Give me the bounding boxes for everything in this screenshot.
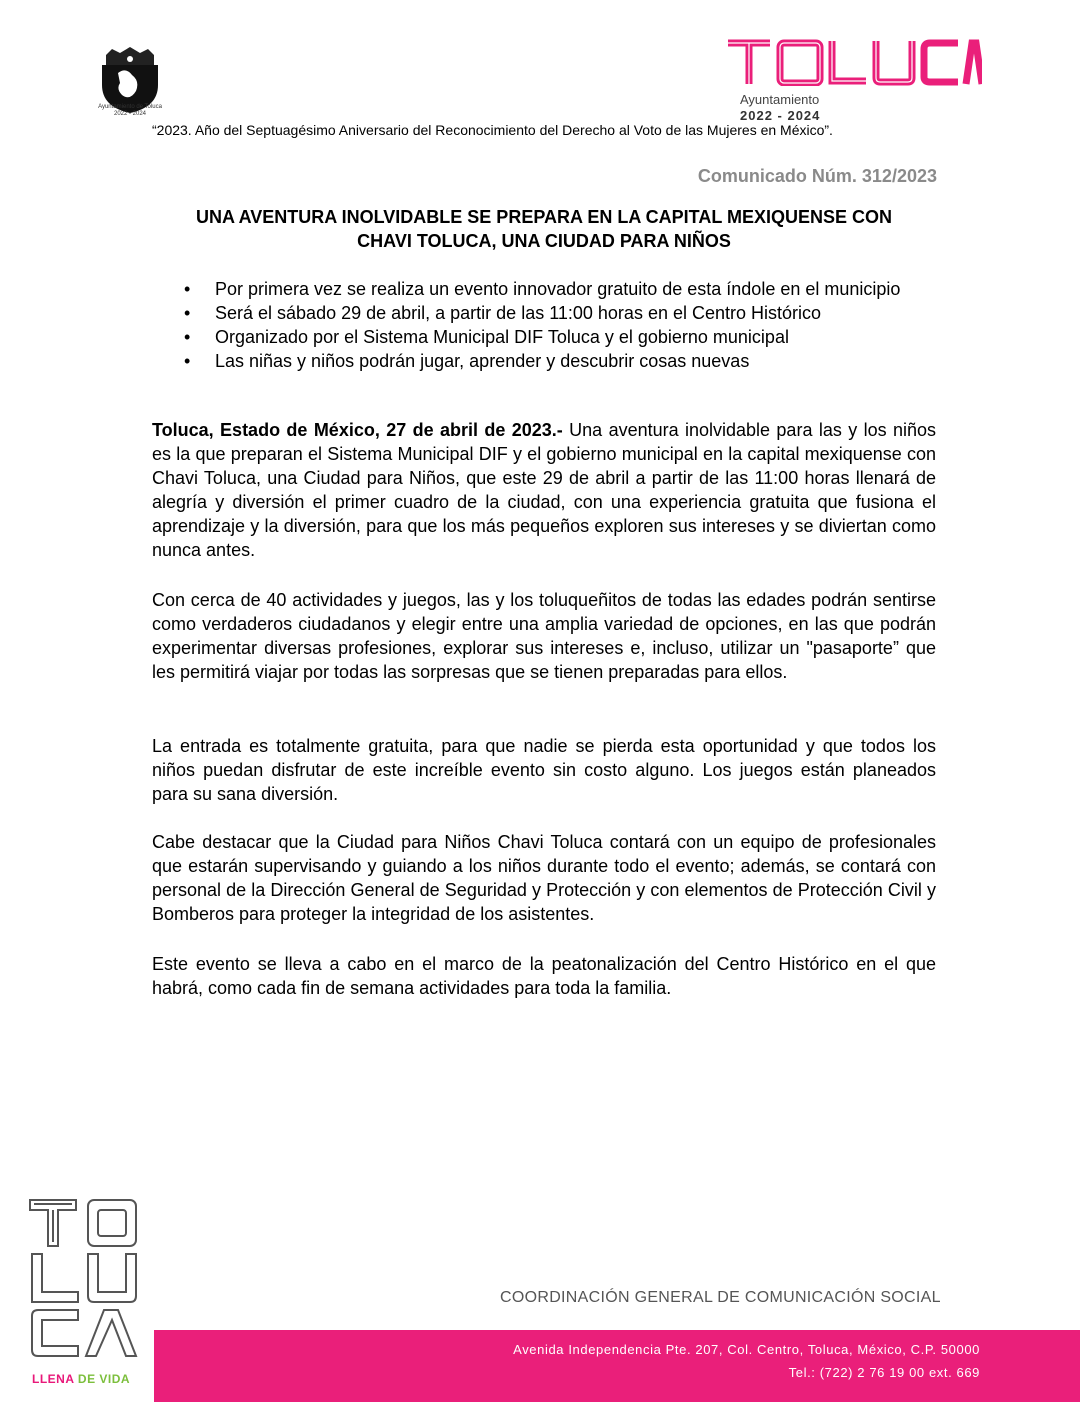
logo-subtitle: Ayuntamiento [740,92,820,107]
seal-caption-name: Ayuntamiento de Toluca [98,104,162,110]
body-paragraph-2: Con cerca de 40 actividades y juegos, las y los toluqueñitos de todas las edades podrán sentirse como verdaderos ciudadanos y elegir entre una amplia variedad de opciones, en las que podrán experimentar diversas profesiones, explorar sus intereses e, incluso, utilizar un "pasaporte” que les permitirá viajar por todas las sorpresas que se tienen preparadas para ellos. [152,590,936,682]
press-release-number: Comunicado Núm. 312/2023 [697,166,937,186]
slogan-part-1: LLENA [32,1372,75,1386]
body-paragraph-5: Este evento se lleva a cabo en el marco de la peatonalización del Centro Histórico en el que habrá, como cada fin de semana actividades para toda la familia. [152,954,936,998]
address: Avenida Independencia Pte. 207, Col. Centro, Toluca, México, C.P. 50000 [513,1342,980,1357]
seal-caption-years: 2022 - 2024 [113,111,147,117]
toluca-logo-icon [726,38,982,86]
headline-line-2: CHAVI TOLUCA, UNA CIUDAD PARA NIÑOS [357,231,731,251]
list-item-text: Será el sábado 29 de abril, a partir de las 11:00 horas en el Centro Histórico [215,303,822,323]
bullet-icon: • [184,303,191,323]
bullet-icon: • [184,279,191,299]
list-item [152,326,936,348]
headline [152,205,936,253]
official-motto: “2023. Año del Septuagésimo Aniversario del Reconocimiento del Derecho al Voto de las Mujeres en México”. [152,122,833,138]
list-item-text: Organizado por el Sistema Municipal DIF Toluca y el gobierno municipal [215,327,789,347]
list-item [152,350,936,372]
coordination-label: COORDINACIÓN GENERAL DE COMUNICACIÓN SOCIAL [500,1289,941,1306]
headline-line-1: UNA AVENTURA INOLVIDABLE SE PREPARA EN LA CAPITAL MEXIQUENSE CON [195,207,893,227]
body-paragraph-4: Cabe destacar que la Ciudad para Niños Chavi Toluca contará con un equipo de profesionales que estarán supervisando y guiando a los niños durante todo el evento; además, se contará con personal de la Dirección General de Seguridad y Protección y con elementos de Protección Civil y Bomberos para proteger la integridad de los asistentes. [152,832,936,924]
list-item-text: Por primera vez se realiza un evento innovador gratuito de esta índole en el municipio [215,279,901,299]
highlights-list [152,278,936,374]
seal-caption [80,104,180,118]
phone-number: Tel.: (722) 2 76 19 00 ext. 669 [788,1365,980,1380]
list-item [152,302,936,324]
logo-years: 2022 - 2024 [740,108,821,123]
body-paragraph-1 [152,418,936,562]
slogan [32,1372,130,1386]
paragraph-text: Una aventura inolvidable para las y los niños es la que preparan el Sistema Municipal DIF y el gobierno municipal en la capital mexiquense con Chavi Toluca, una Ciudad para Niños, que este 29 de abril a partir de las 11:00 horas llenará de alegría y diversión el primer cuadro de la ciudad, con una experiencia gratuita que fusiona el aprendizaje y la diversión, para que los más pequeños exploren sus intereses y se diviertan como nunca antes. [152,420,936,560]
bullet-icon: • [184,351,191,371]
bullet-icon: • [184,327,191,347]
list-item-text: Las niñas y niños podrán jugar, aprender y descubrir cosas nuevas [215,351,750,371]
toluca-stacked-logo-icon [28,1196,140,1360]
dateline: Toluca, Estado de México, 27 de abril de 2023.- [152,420,563,440]
list-item [152,278,936,300]
body-paragraph-3: La entrada es totalmente gratuita, para que nadie se pierda esta oportunidad y que todos los niños puedan disfrutar de este increíble evento sin costo alguno. Los juegos están planeados para su sana diversión. [152,736,936,804]
slogan-part-2: DE VIDA [74,1372,131,1386]
